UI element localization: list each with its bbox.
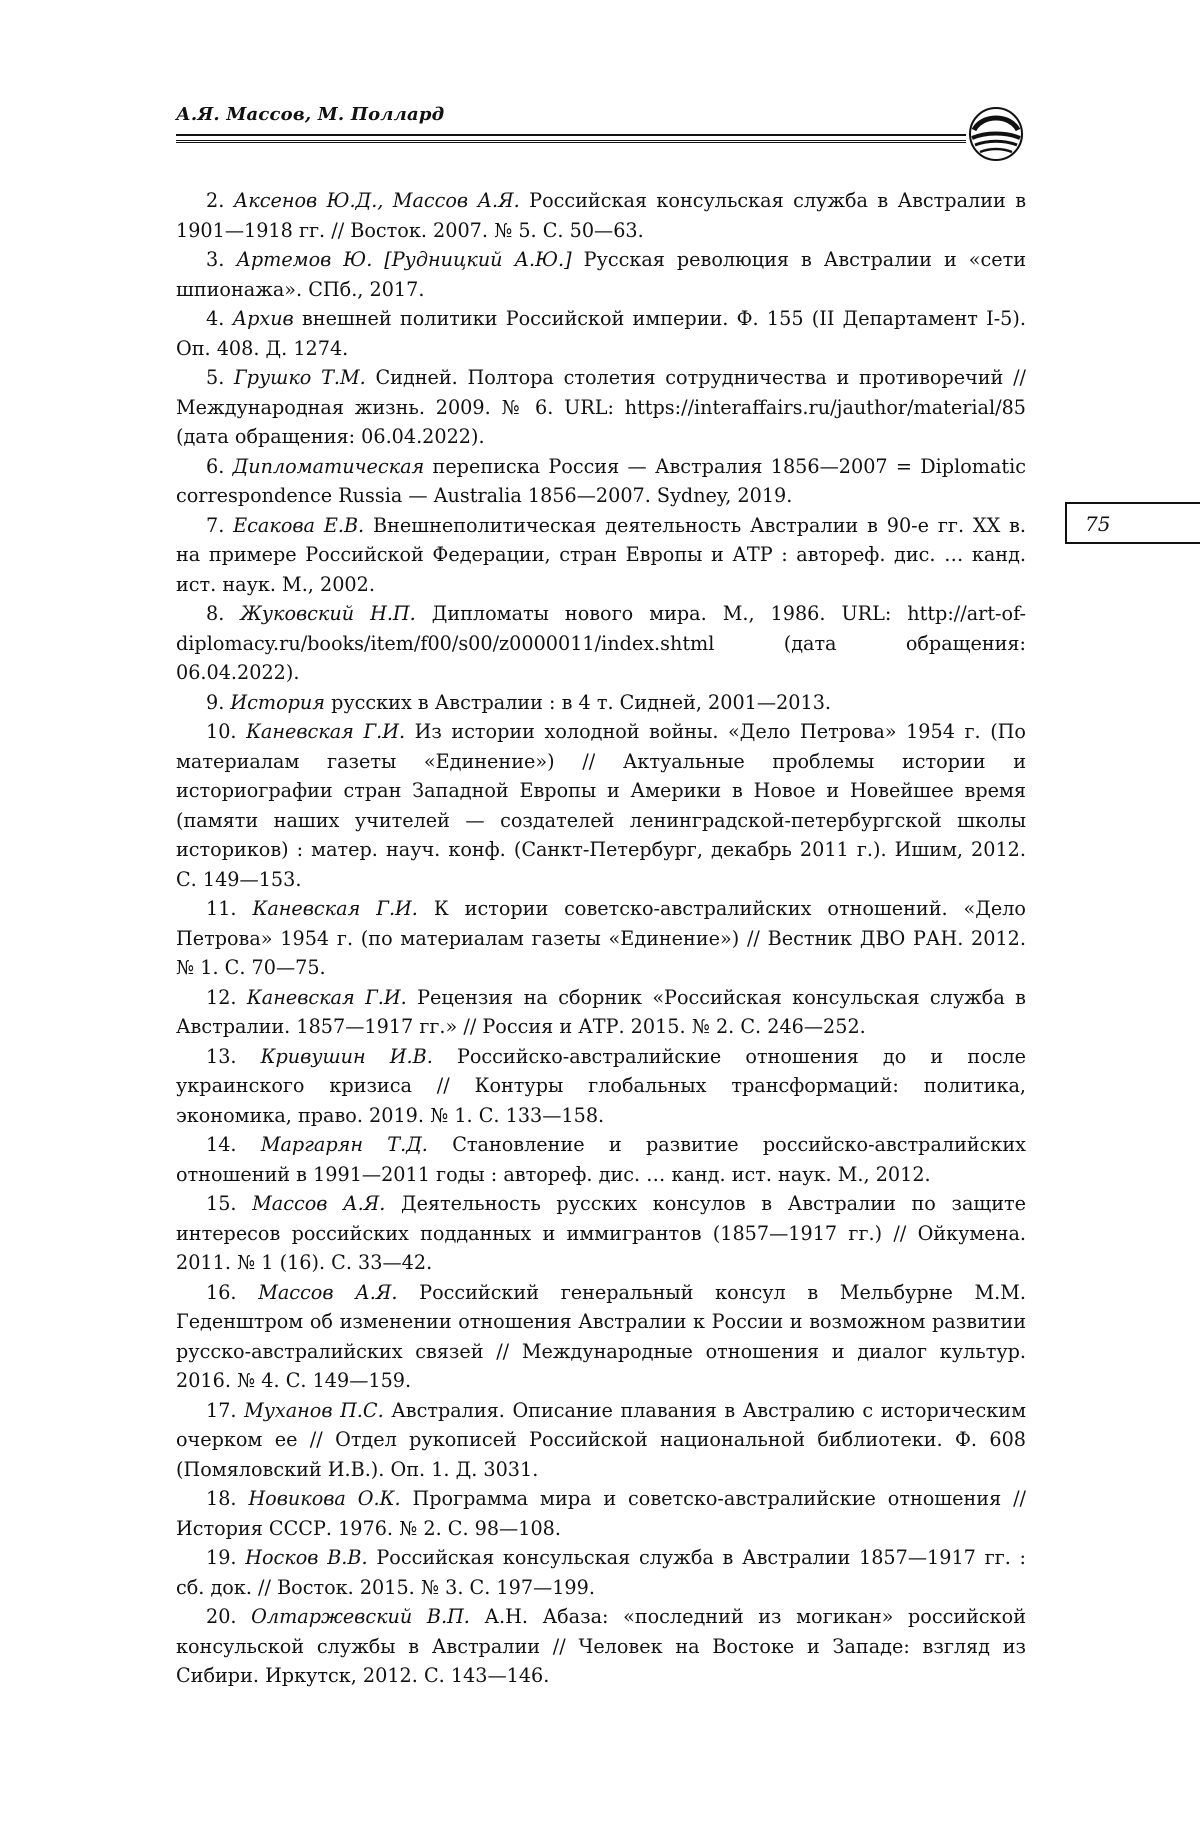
reference-number: 2. [206,189,225,212]
reference-number: 20. [206,1605,237,1628]
reference-item [176,245,1026,304]
reference-text: Австралия. Описание плавания в Австралию с историческим очерком ее // Отдел рукописей Российской национальной библиотеки. Ф. 608 (Помяловский И.В.). Оп. 1. Д. 3031. [176,1398,1026,1481]
header-title: А.Я. Массов, М. Поллард [176,104,445,125]
reference-number: 15. [206,1192,237,1215]
reference-item [176,1543,1026,1602]
reference-author: Олтаржевский В.П. [251,1605,470,1628]
reference-item [176,1130,1026,1189]
reference-text: К истории советско-австралийских отношений. «Дело Петрова» 1954 г. (по материалам газеты «Единение») // Вестник ДВО РАН. 2012. № 1. С. 70—75. [176,897,1026,979]
reference-item [176,1396,1026,1485]
reference-item [176,1189,1026,1278]
reference-text: Российская консульская служба в Австралии 1857—1917 гг. : сб. док. // Восток. 2015. № 3. С. 197—199. [176,1546,1027,1599]
reference-item [176,363,1026,452]
reference-text: Деятельность русских консулов в Австралии по защите интересов российских подданных и иммигрантов (1857—1917 гг.) // Ойкумена. 2011. № 1 (16). С. 33—42. [176,1192,1026,1274]
reference-item [176,511,1026,600]
page-number-box [1065,502,1200,544]
reference-item [176,599,1026,688]
reference-text: переписка Россия — Австралия 1856—2007 = Diplomatic correspondence Russia — Australia 1856—2007. Sydney, 2019. [176,454,1026,507]
reference-text: Становление и развитие российско-австралийских отношений в 1991—2011 годы : автореф. дис. … канд. ист. наук. М., 2012. [176,1133,1026,1186]
reference-text: А.Н. Абаза: «последний из могикан» российской консульской службы в Австралии // Человек на Востоке и Западе: взгляд из Сибири. Иркутск, 2012. С. 143—146. [176,1605,1027,1687]
reference-author: Архив [232,307,294,330]
reference-text: Программа мира и советско-австралийские отношения // История СССР. 1976. № 2. С. 98—108. [176,1487,1027,1540]
reference-number: 7. [206,513,225,537]
reference-author: Новикова О.К. [248,1487,401,1510]
reference-number: 8. [206,602,225,625]
reference-text: Российская консульская служба в Австралии в 1901—1918 гг. // Восток. 2007. № 5. С. 50—63. [176,189,1026,242]
reference-author: Дипломатическая [232,454,425,478]
reference-text: Российско-австралийские отношения до и после украинского кризиса // Контуры глобальных трансформаций: политика, экономика, право. 2019. № 1. С. 133—158. [176,1044,1026,1127]
reference-author: Носков В.В. [245,1546,368,1569]
reference-item [176,688,1026,718]
reference-number: 16. [206,1280,237,1304]
reference-number: 10. [206,720,237,743]
reference-list [176,186,1026,1691]
header-rule [176,134,966,141]
reference-author: Каневская Г.И. [246,985,407,1009]
reference-item [176,1484,1026,1543]
reference-author: Массов А.Я. [258,1280,398,1304]
reference-author: Каневская Г.И. [252,897,418,920]
reference-author: История [230,690,325,714]
reference-item [176,1042,1026,1131]
reference-number: 13. [206,1044,237,1068]
reference-number: 3. [206,248,225,271]
reference-item [176,717,1026,894]
reference-author: Грушко Т.М. [234,366,366,389]
reference-author: Есакова Е.В. [233,513,365,537]
reference-author: Массов А.Я. [252,1192,386,1215]
reference-author: Жуковский Н.П. [240,602,416,625]
reference-item [176,452,1026,511]
reference-item [176,1602,1026,1691]
reference-number: 5. [206,366,225,389]
reference-item [176,186,1026,245]
header-rule-thin [176,142,966,143]
reference-text: Рецензия на сборник «Российская консульская служба в Австралии. 1857—1917 гг.» // Россия и АТР. 2015. № 2. С. 246—252. [176,985,1026,1038]
reference-number: 18. [206,1487,237,1510]
reference-number: 9. [206,690,225,714]
reference-item [176,894,1026,983]
reference-item [176,304,1026,363]
reference-number: 12. [206,985,237,1009]
reference-text: Дипломаты нового мира. М., 1986. URL: http://art-of-diplomacy.ru/books/item/f00/s00/z0000011/index.shtml (дата обращения: 06.04.2022). [176,602,1026,684]
page-number: 75 [1085,512,1111,536]
reference-number: 4. [206,307,225,330]
reference-item [176,983,1026,1042]
reference-author: Кривушин И.В. [260,1044,433,1068]
reference-text: Российский генеральный консул в Мельбурне М.М. Геденштром об изменении отношения Австралии к России и возможном развитии русско-австралийских связей // Международные отношения и диалог культур. 2016. № 4. С. 149—159. [176,1280,1026,1392]
reference-item [176,1278,1026,1396]
running-header [176,104,1026,164]
reference-text: русских в Австралии : в 4 т. Сидней, 2001—2013. [331,690,832,714]
journal-logo-icon [966,104,1026,164]
reference-author: Артемов Ю. [Рудницкий А.Ю.] [236,248,572,271]
reference-author: Каневская Г.И. [246,720,406,743]
reference-text: Русская революция в Австралии и «сети шпионажа». СПб., 2017. [176,248,1026,301]
reference-text: внешней политики Российской империи. Ф. 155 (II Департамент I-5). Оп. 408. Д. 1274. [176,307,1026,360]
reference-number: 6. [206,454,225,478]
reference-number: 17. [206,1398,237,1422]
reference-number: 19. [206,1546,237,1569]
reference-text: Из истории холодной войны. «Дело Петрова» 1954 г. (По материалам газеты «Единение») // Актуальные проблемы истории и историографии стран Западной Европы и Америки в Новое и Новейшее время (памяти наших учителей — создателей ленинградской-петербургской школы историков) : матер. науч. конф. (Санкт-Петербург, декабрь 2011 г.). Ишим, 2012. С. 149—153. [176,720,1026,891]
reference-author: Аксенов Ю.Д., Массов А.Я. [233,189,520,212]
reference-number: 14. [206,1133,237,1156]
reference-author: Маргарян Т.Д. [260,1133,428,1156]
reference-text: Внешнеполитическая деятельность Австралии в 90-е гг. XX в. на примере Российской Федерации, стран Европы и АТР : автореф. дис. … канд. ист. наук. М., 2002. [176,513,1026,596]
reference-text: Сидней. Полтора столетия сотрудничества и противоречий // Международная жизнь. 2009. № 6. URL: https://interaffairs.ru/jauthor/material/85 (дата обращения: 06.04.2022). [176,366,1026,448]
reference-number: 11. [206,897,237,920]
reference-author: Муханов П.С. [244,1398,384,1422]
